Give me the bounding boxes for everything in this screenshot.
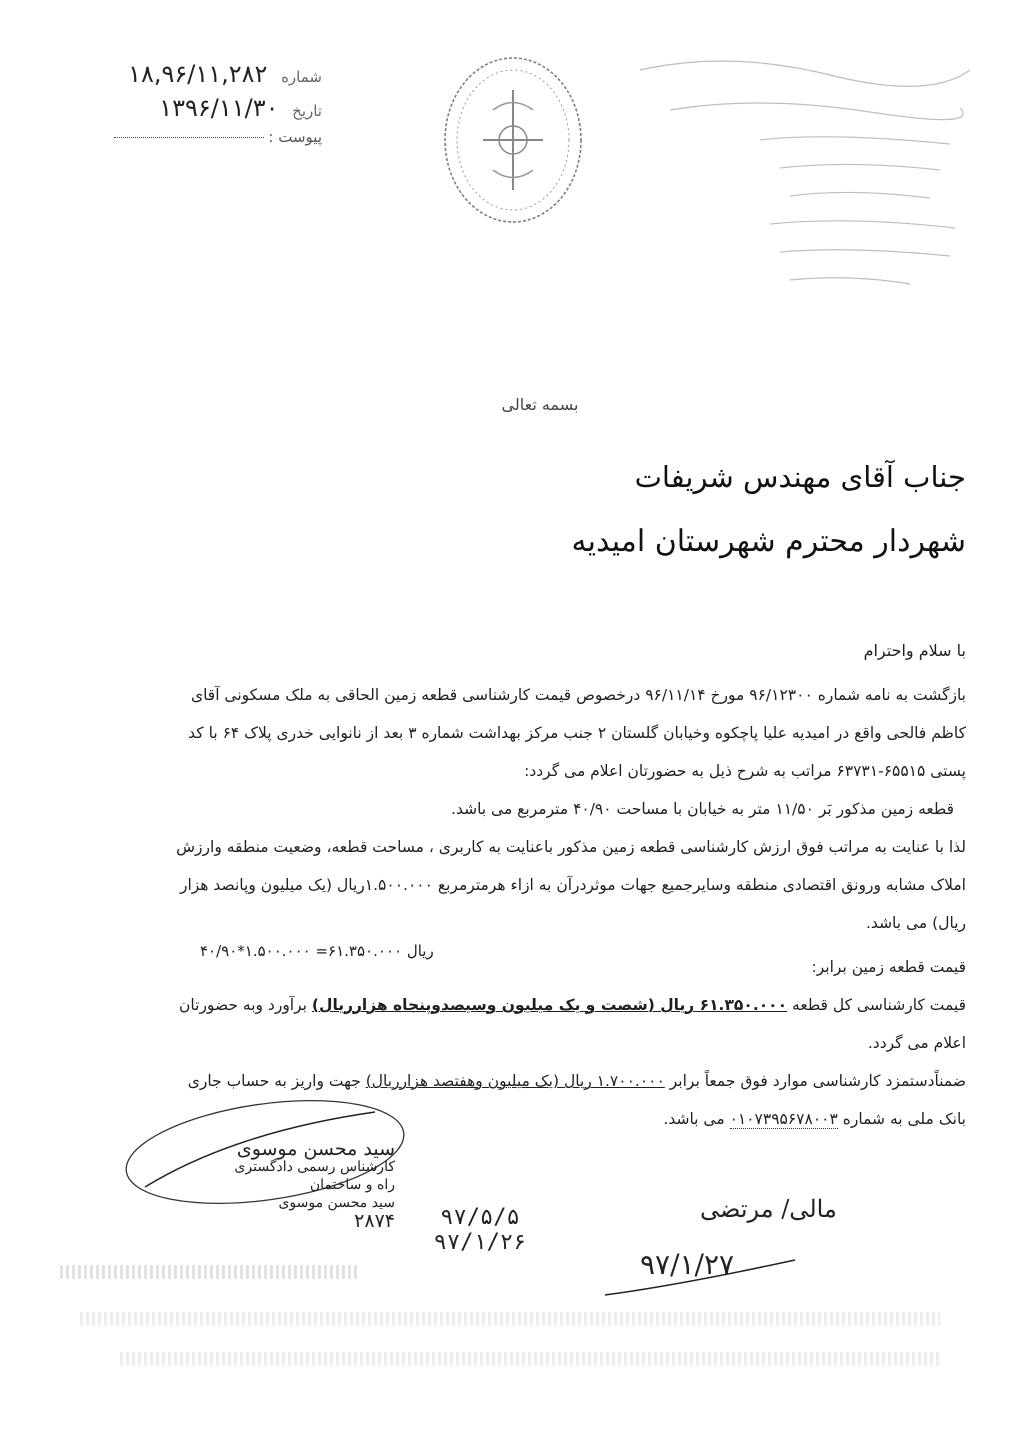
signatory-name: سید محسن موسوی — [236, 1138, 395, 1160]
account-number: ۰۱۰۷۳۹۵۶۷۸۰۰۳ — [729, 1110, 838, 1128]
paragraph-land-price-label: قیمت قطعه زمین برابر: — [811, 958, 966, 976]
addressee-title: شهردار محترم شهرستان امیدیه — [571, 524, 966, 559]
registration-block — [62, 60, 322, 152]
total-price-suffix: برآورد وبه حضورتان اعلام می گردد. — [179, 996, 966, 1052]
letter-body — [166, 632, 966, 1138]
registration-attachment — [62, 128, 322, 146]
registration-date-label: تاریخ — [292, 102, 322, 120]
paragraph-total-price — [166, 986, 966, 1062]
scan-noise-2 — [80, 1312, 940, 1326]
received-line-1: ۹۷/۵/۵ — [440, 1205, 520, 1230]
handwritten-note: مالی/ مرتضی — [700, 1195, 837, 1223]
registration-date-value: ۱۳۹۶/۱۱/۳۰ — [159, 94, 279, 122]
registration-number — [62, 60, 322, 88]
registration-number-label: شماره — [281, 68, 322, 86]
paragraph-land-size: قطعه زمین مذکور بَر ۱۱/۵۰ متر به خیابان با مساحت ۴۰/۹۰ مترمربع می باشد. — [451, 800, 954, 818]
price-calculation: ۴۰/۹۰*۱.۵۰۰.۰۰۰ =۶۱.۳۵۰.۰۰۰ ریال — [200, 942, 434, 960]
paragraph-reference: بازگشت به نامه شماره ۹۶/۱۲۳۰۰ مورخ ۹۶/۱۱/۱۴ درخصوص قیمت کارشناسی قطعه زمین الحاقی به ملک مسکونی آقای کاظم فالحی واقع در امیدیه علیا پاچکوه وخیابان گلستان ۲ جنب مرکز بهداشت شماره ۳ بعد از نانوایی خدری پلاک ۶۴ با کد پستی ۶۵۵۱۵-۶۳۷۳۱ مراتب به شرح ذیل به حضورتان اعلام می گردد: — [188, 686, 966, 780]
registration-date — [62, 94, 322, 122]
fee-prefix: ضمناًدستمزد کارشناسی موارد فوق جمعاً برابر — [664, 1072, 966, 1090]
signatory-field: راه و ساختمان — [309, 1177, 395, 1193]
handwritten-scribble — [600, 1255, 800, 1305]
signature-text — [180, 1140, 395, 1230]
letterhead-faint — [610, 40, 980, 344]
signatory-name-2: سید محسن موسوی — [278, 1195, 395, 1211]
handwritten-date: ۹۷/۱/۲۷ — [640, 1248, 735, 1281]
bismillah: بسمه تعالی — [501, 395, 579, 414]
signatory-reg-no: ۲۸۷۴ — [354, 1210, 395, 1232]
fee-suffix: می باشد. — [663, 1110, 730, 1128]
official-seal-stamp — [438, 50, 588, 230]
addressee-name: جناب آقای مهندس شریفات — [634, 460, 966, 494]
fee-middle: جهت واریز به حساب جاری بانک ملی به شماره — [187, 1072, 966, 1128]
received-line-2: ۹۷/۱/۲۶ — [433, 1230, 527, 1255]
total-price-amount: ۶۱.۳۵۰.۰۰۰ ریال (شصت و یک میلیون وسیصدوپنجاه هزارریال) — [311, 996, 788, 1014]
scan-noise-1 — [60, 1265, 360, 1279]
registration-number-value: ۱۸,۹۶/۱۱,۲۸۲ — [128, 60, 268, 88]
total-price-prefix: قیمت کارشناسی کل قطعه — [787, 996, 966, 1014]
scan-noise-3 — [120, 1352, 940, 1366]
signatory-title: کارشناس رسمی دادگستری — [234, 1159, 395, 1175]
paragraph-valuation: لذا با عنایت به مراتب فوق ارزش کارشناسی قطعه زمین مذکور باعنایت به کاربری ، مساحت قطعه، وضعیت منطقه وارزش املاک مشابه ورونق اقتصادی منطقه وسایرجمیع جهات موثردرآن به ازاء هرمترمربع ۱.۵۰۰.۰۰۰ریال (یک میلیون وپانصد هزار ریال) می باشد. — [176, 838, 966, 932]
registration-attachment-label: پیوست : — [268, 128, 322, 146]
greeting: با سلام واحترام — [863, 641, 966, 660]
received-stamp — [385, 1205, 575, 1255]
fee-amount: ۱.۷۰۰.۰۰۰ ریال (یک میلیون وهفتصد هزارریال) — [365, 1072, 665, 1090]
addressee — [546, 460, 966, 559]
